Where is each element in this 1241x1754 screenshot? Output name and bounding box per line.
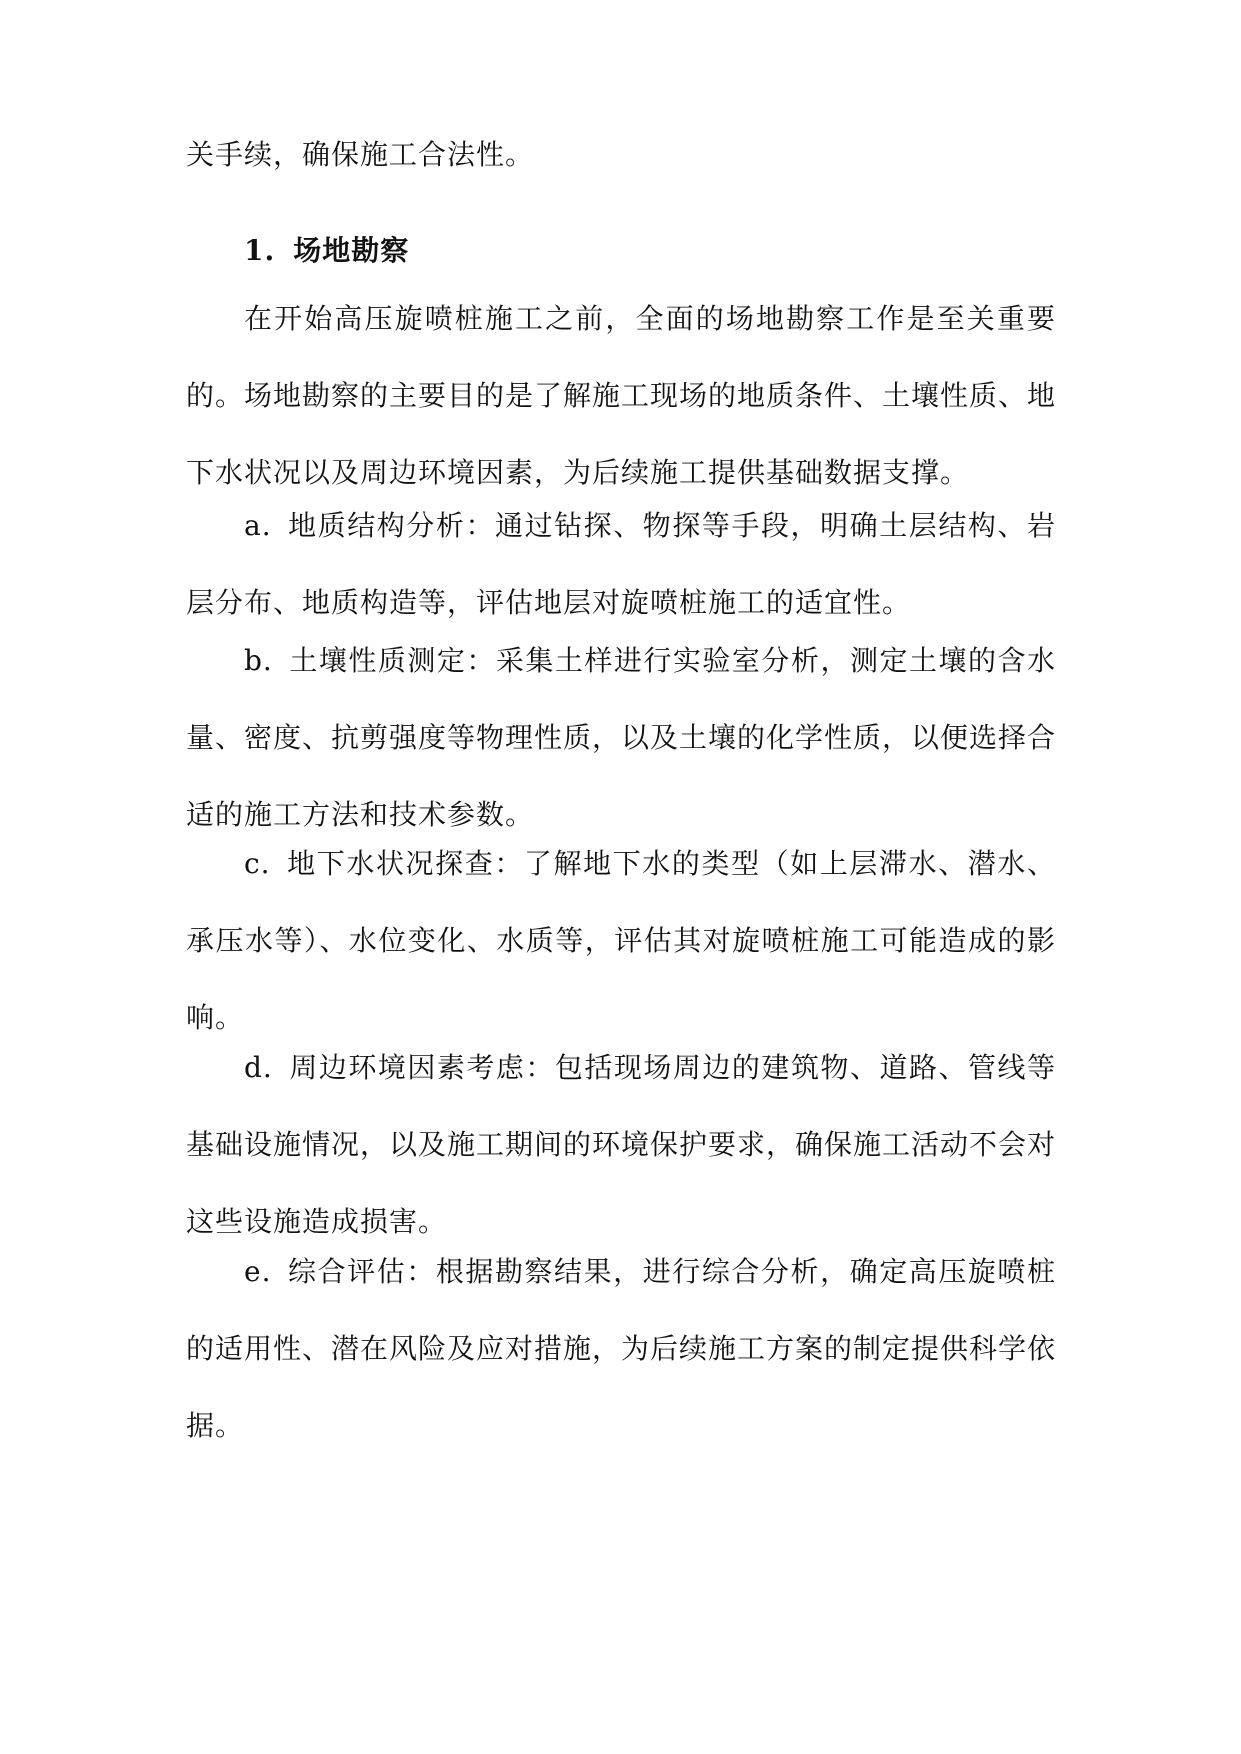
list-item-b xyxy=(186,622,1056,853)
list-item-marker: b. xyxy=(244,644,273,677)
section-heading xyxy=(244,212,409,289)
list-item-text: 地下水状况探查：了解地下水的类型（如上层滞水、潜水、承压水等）、水位变化、水质等，评估其对旋喷桩施工可能造成的影响。 xyxy=(186,847,1056,1034)
list-item-c xyxy=(186,825,1056,1056)
continuation-paragraph: 关手续，确保施工合法性。 xyxy=(186,138,535,171)
list-item-d xyxy=(186,1029,1056,1260)
list-item-text: 地质结构分析：通过钻探、物探等手段，明确土层结构、岩层分布、地质构造等，评估地层对旋喷桩施工的适宜性。 xyxy=(186,509,1056,619)
intro-paragraph: 在开始高压旋喷桩施工之前，全面的场地勘察工作是至关重要的。场地勘察的主要目的是了解施工现场的地质条件、土壤性质、地下水状况以及周边环境因素，为后续施工提供基础数据支撑。 xyxy=(186,302,1057,489)
list-item-text: 土壤性质测定：采集土样进行实验室分析，测定土壤的含水量、密度、抗剪强度等物理性质，以及土壤的化学性质，以便选择合适的施工方法和技术参数。 xyxy=(186,644,1057,831)
list-item-a xyxy=(186,487,1056,641)
list-item-text: 综合评估：根据勘察结果，进行综合分析，确定高压旋喷桩的适用性、潜在风险及应对措施，为后续施工方案的制定提供科学依据。 xyxy=(186,1255,1057,1442)
list-item-marker: e. xyxy=(244,1255,272,1288)
section-number: 1. xyxy=(244,234,276,267)
list-item-text: 周边环境因素考虑：包括现场周边的建筑物、道路、管线等基础设施情况，以及施工期间的环境保护要求，确保施工活动不会对这些设施造成损害。 xyxy=(186,1051,1057,1238)
section-title: 场地勘察 xyxy=(293,234,410,267)
list-item-marker: c. xyxy=(244,847,271,880)
list-item-marker: a. xyxy=(244,509,272,542)
list-item-e xyxy=(186,1233,1056,1464)
list-item-marker: d. xyxy=(244,1051,273,1084)
